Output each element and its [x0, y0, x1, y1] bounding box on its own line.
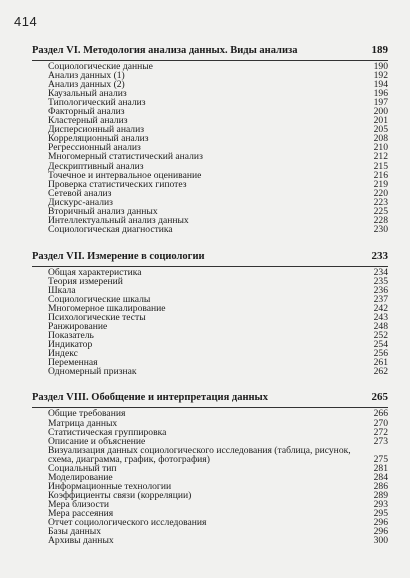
entry-title: Дискурс-анализ [48, 196, 113, 208]
entry-title: Показатель [48, 330, 94, 342]
entry-page: 234 [373, 266, 388, 278]
entry-page: 190 [373, 61, 388, 72]
entry-page: 200 [373, 106, 388, 118]
entry-title: Интеллектуальный анализ данных [48, 214, 189, 226]
section-8 [32, 390, 388, 545]
entry-title: Психологические тесты [48, 312, 146, 324]
entry-page: 275 [373, 453, 388, 465]
entry-page: 236 [373, 284, 388, 296]
entry-list [32, 409, 388, 545]
entry-page: 243 [373, 312, 388, 324]
section-title: Раздел VI. Методология анализа данных. Виды анализа [32, 45, 298, 56]
entry-page: 248 [373, 321, 388, 333]
entry-title: Одномерный признак [48, 366, 137, 378]
entry-title: Общая характеристика [48, 266, 142, 278]
entry-title: Социологические данные [48, 61, 153, 72]
entry-page: 281 [373, 462, 388, 474]
entry-page: 266 [373, 408, 388, 420]
entry-page: 201 [373, 115, 388, 127]
entry-title: Переменная [48, 357, 98, 369]
entry-page: 286 [373, 480, 388, 492]
entry-page: 262 [373, 366, 388, 378]
entry-title: Вторичный анализ данных [48, 205, 158, 217]
entry-title: Визуализация данных социологического исследования (таблица, рисунок, схема, диаграмма, график, фотография) [48, 444, 351, 465]
entry-title: Ранжирование [48, 321, 108, 333]
entry-title: Многомерное шкалирование [48, 303, 166, 315]
entry-page: 242 [373, 303, 388, 315]
section-6 [32, 43, 388, 234]
entry-title: Каузальный анализ [48, 88, 127, 100]
entry-title: Дескриптивный анализ [48, 160, 144, 172]
entry-title: Социологические шкалы [48, 294, 151, 306]
entry-title: Теория измерений [48, 275, 123, 287]
entry-page: 194 [373, 79, 388, 91]
entry-title: Коэффициенты связи (корреляции) [48, 489, 192, 501]
entry-page: 295 [373, 507, 388, 519]
entry-title: Анализ данных (1) [48, 70, 125, 82]
toc-entry [32, 536, 388, 545]
toc-entry [32, 340, 388, 349]
entry-title: Регрессионный анализ [48, 142, 141, 154]
entry-list [32, 62, 388, 234]
entry-title: Моделирование [48, 471, 113, 483]
entry-title: Проверка статистических гипотез [48, 178, 187, 190]
entry-page: 225 [373, 205, 388, 217]
toc-entry [32, 277, 388, 286]
entry-page: 223 [373, 196, 388, 208]
entry-page: 192 [373, 70, 388, 82]
entry-page: 216 [373, 169, 388, 181]
entry-title: Дисперсионный анализ [48, 124, 145, 136]
entry-page: 208 [373, 133, 388, 145]
entry-page: 228 [373, 214, 388, 226]
entry-page: 273 [373, 435, 388, 447]
section-page: 189 [371, 44, 388, 56]
entry-title: Базы данных [48, 526, 102, 538]
entry-title: Индикатор [48, 339, 93, 351]
entry-title: Информационные технологии [48, 480, 172, 492]
entry-title: Социальный тип [48, 462, 117, 474]
entry-page: 270 [373, 417, 388, 429]
entry-page: 220 [373, 187, 388, 199]
entry-page: 296 [373, 526, 388, 538]
entry-title: Архивы данных [48, 535, 114, 547]
entry-page: 212 [373, 151, 388, 163]
entry-page: 197 [373, 97, 388, 109]
entry-title: Мера рассеяния [48, 507, 114, 519]
table-of-contents [32, 43, 388, 545]
entry-page: 284 [373, 471, 388, 483]
entry-page: 210 [373, 142, 388, 154]
entry-page: 289 [373, 489, 388, 501]
section-7 [32, 249, 388, 377]
entry-page: 205 [373, 124, 388, 136]
entry-title: Индекс [48, 348, 78, 360]
section-page: 233 [371, 249, 388, 262]
entry-title: Сетевой анализ [48, 187, 112, 199]
entry-title: Статистическая группировка [48, 426, 167, 438]
entry-page: 296 [373, 517, 388, 529]
toc-entry [32, 225, 388, 234]
section-title: Раздел VIII. Обобщение и интерпретация данных [32, 392, 268, 404]
entry-title: Социологическая диагностика [48, 223, 173, 235]
entry-page: 254 [373, 339, 388, 351]
entry-title: Мера близости [48, 498, 110, 510]
entry-title: Анализ данных (2) [48, 79, 125, 91]
entry-page: 230 [373, 223, 388, 235]
entry-page: 272 [373, 426, 388, 438]
entry-page: 215 [373, 160, 388, 172]
entry-page: 235 [373, 275, 388, 287]
entry-title: Кластерный анализ [48, 115, 128, 127]
toc-entry [32, 367, 388, 376]
entry-page: 237 [373, 294, 388, 306]
entry-title: Точечное и интервальное оценивание [48, 169, 202, 181]
entry-title: Шкала [48, 284, 76, 296]
page-number: 414 [14, 14, 38, 29]
toc-entry [32, 446, 388, 464]
entry-page: 219 [373, 178, 388, 190]
entry-title: Отчет социологического исследования [48, 517, 207, 529]
entry-page: 196 [373, 88, 388, 100]
entry-title: Общие требования [48, 408, 126, 420]
entry-title: Типологический анализ [48, 97, 146, 109]
entry-page: 252 [373, 330, 388, 342]
section-heading [32, 43, 388, 61]
section-page: 265 [371, 391, 388, 404]
section-heading [32, 390, 388, 408]
entry-title: Многомерный статистический анализ [48, 151, 203, 163]
entry-list [32, 268, 388, 377]
entry-page: 261 [373, 357, 388, 369]
entry-title: Факторный анализ [48, 106, 125, 118]
entry-title: Описание и объяснение [48, 435, 146, 447]
section-heading [32, 249, 388, 267]
entry-page: 300 [373, 535, 388, 547]
entry-title: Матрица данных [48, 417, 118, 429]
entry-title: Корреляционный анализ [48, 133, 149, 145]
entry-page: 293 [373, 498, 388, 510]
section-title: Раздел VII. Измерение в социологии [32, 250, 205, 262]
entry-page: 256 [373, 348, 388, 360]
